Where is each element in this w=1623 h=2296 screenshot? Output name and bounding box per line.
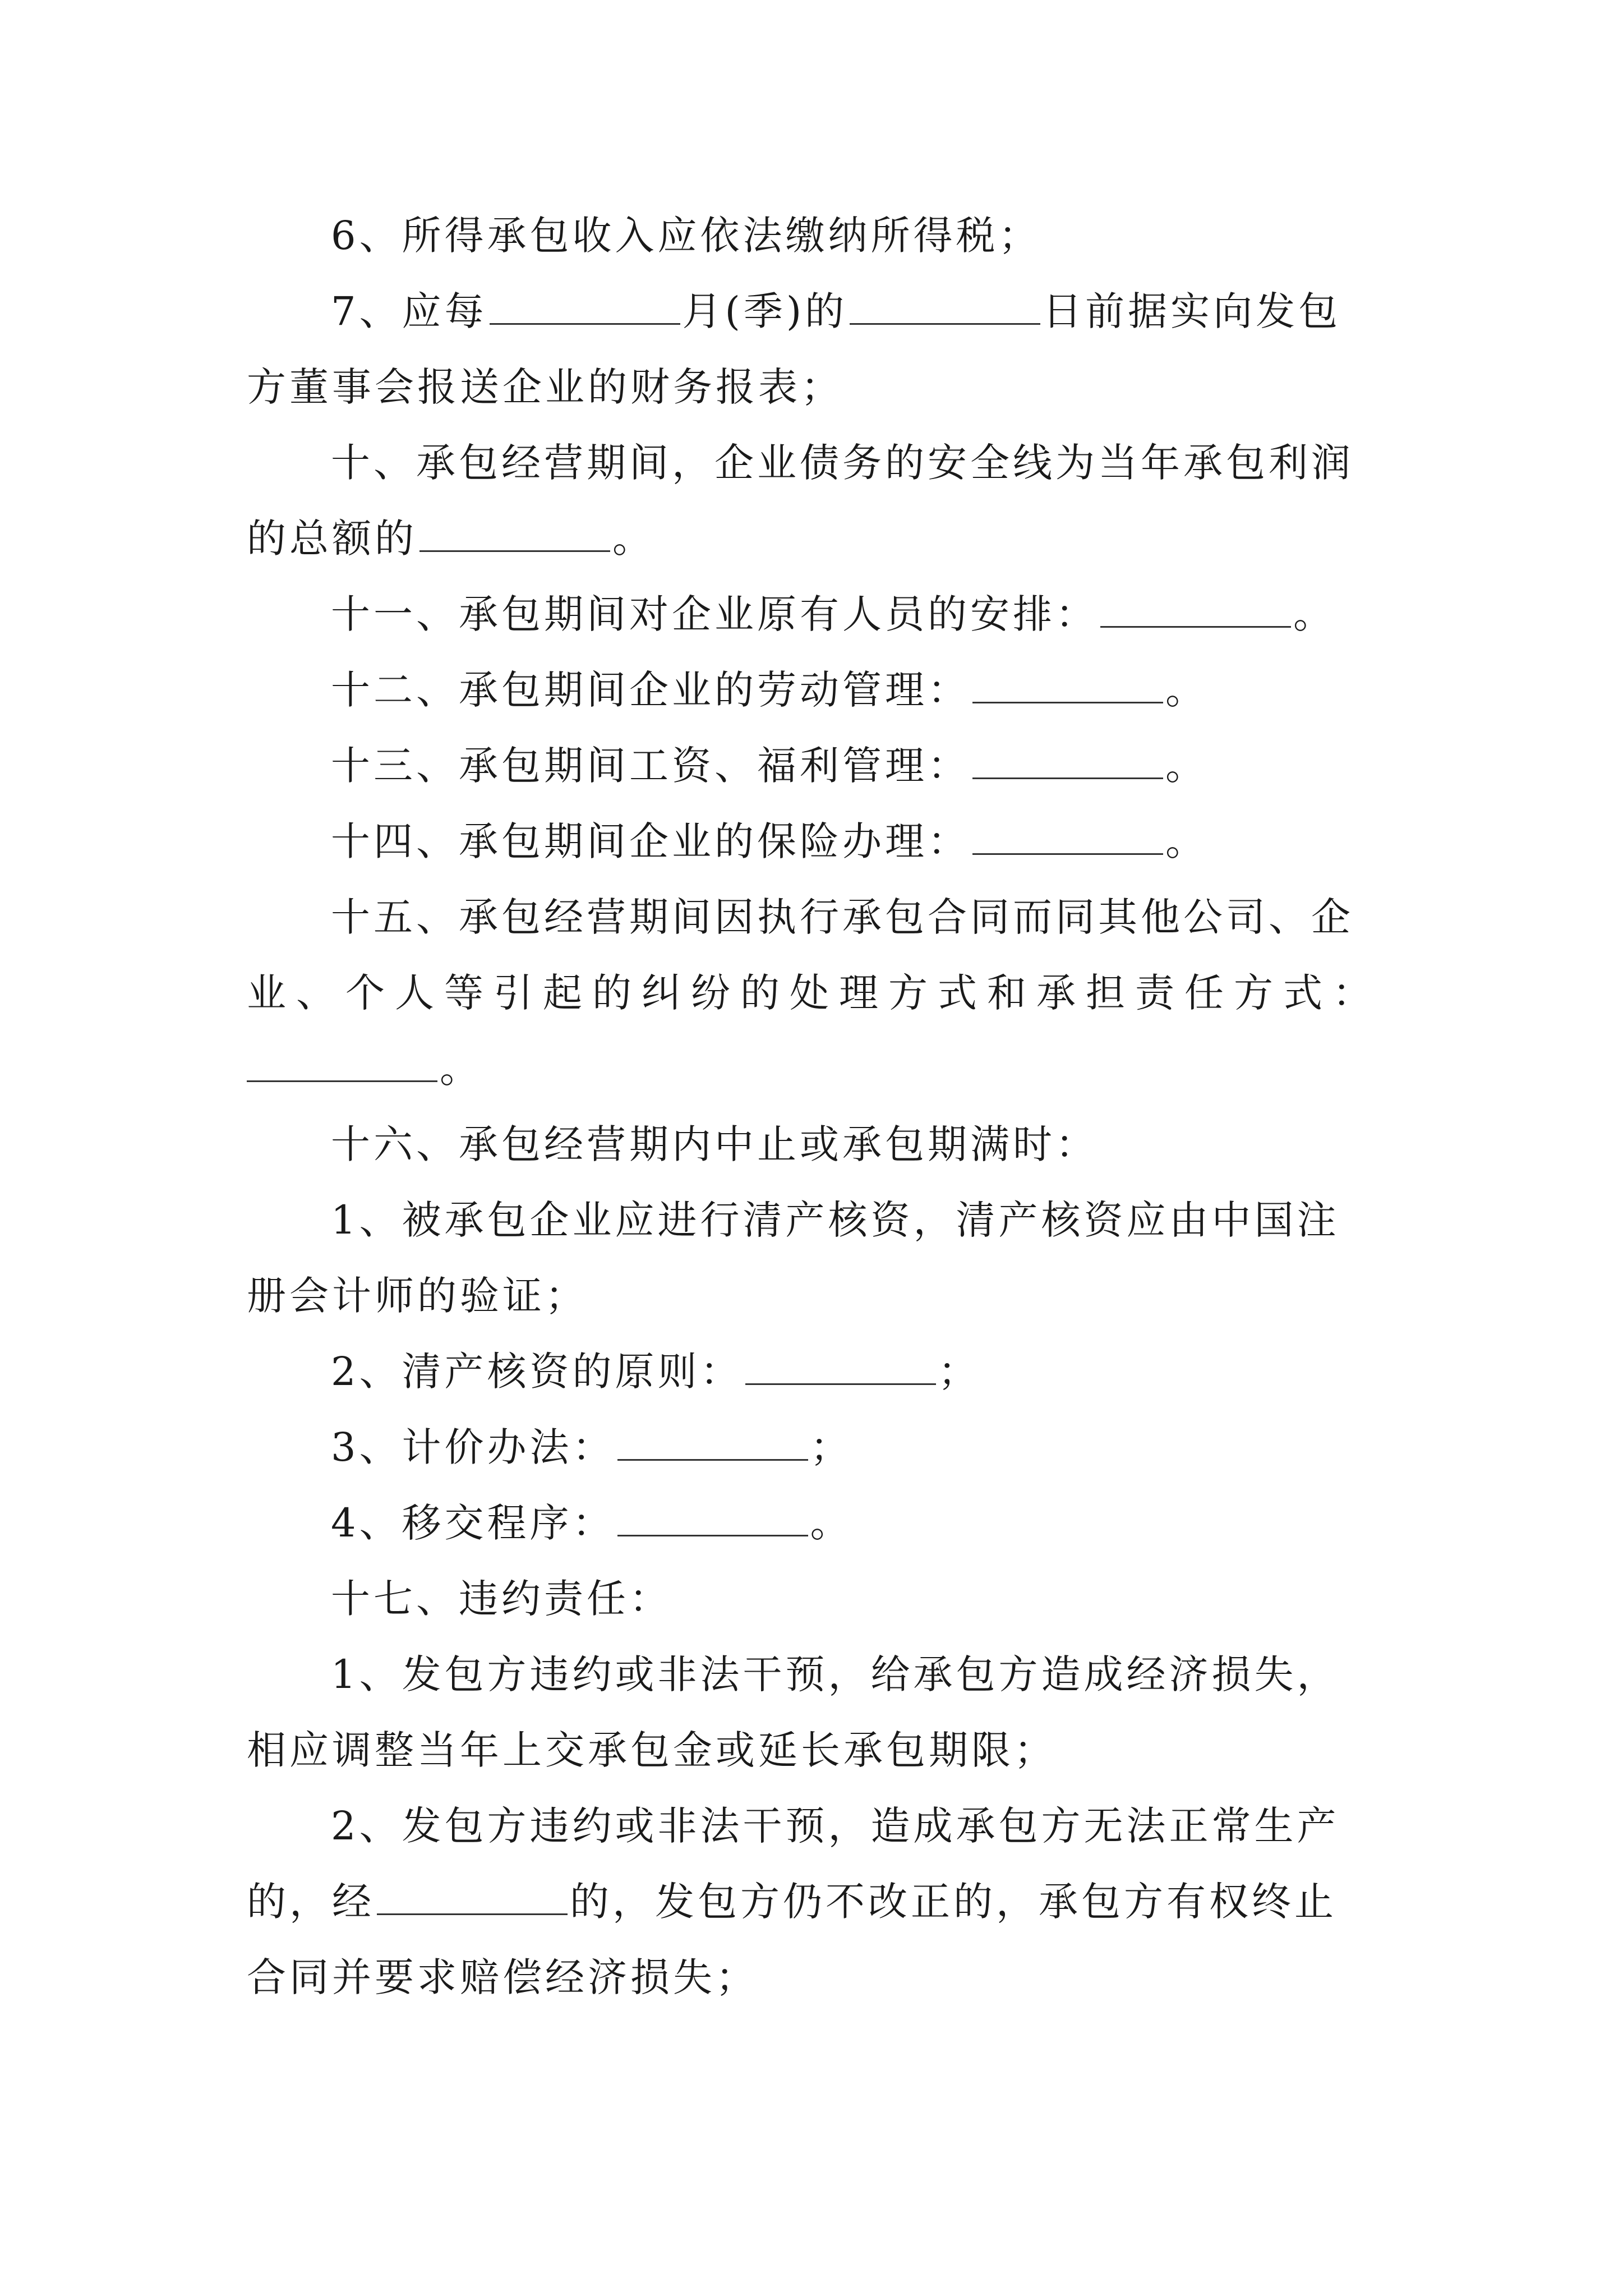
text: 3、计价办法： — [331, 1424, 615, 1470]
text: 。 — [1293, 591, 1336, 637]
paragraph-line — [247, 1268, 1385, 1324]
text: 合同并要求赔偿经济损失； — [247, 1954, 758, 2000]
paragraph-line — [247, 510, 1385, 567]
text: 十四、承包期间企业的保险办理： — [331, 818, 970, 864]
paragraph-line — [247, 662, 1385, 718]
paragraph-line — [247, 889, 1385, 945]
paragraph-line — [247, 1874, 1385, 1930]
text: 册会计师的验证； — [247, 1273, 588, 1319]
fill-in-blank[interactable] — [972, 740, 1163, 779]
paragraph-line — [247, 283, 1385, 339]
text: 4、移交程序： — [331, 1500, 615, 1546]
paragraph-line — [247, 1116, 1385, 1172]
paragraph-line — [247, 1192, 1385, 1248]
paragraph-line — [247, 1495, 1385, 1551]
text: 。 — [1165, 667, 1208, 713]
text: 。 — [612, 516, 655, 562]
text: 月(季)的 — [682, 288, 848, 334]
paragraph-line — [247, 1646, 1385, 1703]
text: 十一、承包期间对企业原有人员的安排： — [331, 591, 1098, 637]
text: 十六、承包经营期内中止或承包期满时： — [331, 1121, 1098, 1167]
text: 业、个人等引起的纠纷的处理方式和承担责任方式： — [247, 970, 1382, 1016]
text: 相应调整当年上交承包金或延长承包期限； — [247, 1727, 1057, 1773]
text: 。 — [1165, 818, 1208, 864]
paragraph-line — [247, 1722, 1385, 1778]
paragraph-line — [247, 738, 1385, 794]
fill-in-blank[interactable] — [1100, 589, 1291, 628]
paragraph-line — [247, 1419, 1385, 1475]
text: 十五、承包经营期间因执行承包合同而同其他公司、企 — [331, 894, 1354, 940]
text: 2、清产核资的原则： — [331, 1349, 743, 1395]
text: 。 — [1165, 743, 1208, 789]
paragraph-line — [247, 965, 1385, 1021]
paragraph-line — [247, 1949, 1385, 2005]
text: 日前据实向发包 — [1043, 288, 1341, 334]
text: 6、所得承包收入应依法缴纳所得税； — [331, 213, 1041, 259]
paragraph-line — [247, 1571, 1385, 1627]
fill-in-blank[interactable] — [247, 1043, 437, 1082]
text: 的总额的 — [247, 516, 417, 562]
paragraph-line — [247, 359, 1385, 415]
paragraph-line — [247, 1343, 1385, 1400]
text: 十二、承包期间企业的劳动管理： — [331, 667, 970, 713]
paragraph-line — [247, 813, 1385, 869]
fill-in-blank[interactable] — [377, 1876, 568, 1915]
paragraph-line — [247, 208, 1385, 264]
paragraph-line — [247, 435, 1385, 491]
text: 十三、承包期间工资、福利管理： — [331, 743, 970, 789]
text: 方董事会报送企业的财务报表； — [247, 364, 843, 410]
text: 。 — [440, 1046, 482, 1092]
text: 2、发包方违约或非法干预，造成承包方无法正常生产 — [331, 1803, 1340, 1849]
text: 十、承包经营期间，企业债务的安全线为当年承包利润 — [331, 440, 1354, 486]
fill-in-blank[interactable] — [972, 816, 1163, 855]
fill-in-blank[interactable] — [972, 665, 1163, 703]
text: 的，发包方仍不改正的，承包方有权终止 — [570, 1879, 1337, 1925]
text: 的，经 — [247, 1879, 375, 1925]
text: 1、发包方违约或非法干预，给承包方造成经济损失， — [331, 1651, 1340, 1697]
fill-in-blank[interactable] — [617, 1498, 808, 1536]
fill-in-blank[interactable] — [850, 286, 1040, 325]
paragraph-line — [247, 586, 1385, 642]
paragraph-line — [247, 1798, 1385, 1854]
text: 1、被承包企业应进行清产核资，清产核资应由中国注 — [331, 1197, 1340, 1243]
text: ； — [938, 1349, 981, 1395]
text: ； — [810, 1424, 853, 1470]
fill-in-blank[interactable] — [745, 1346, 936, 1385]
paragraph-line — [247, 1041, 1385, 1097]
text: 十七、违约责任： — [331, 1576, 672, 1622]
fill-in-blank[interactable] — [617, 1422, 808, 1461]
text: 。 — [810, 1500, 853, 1546]
fill-in-blank[interactable] — [490, 286, 680, 325]
text: 7、应每 — [331, 288, 487, 334]
fill-in-blank[interactable] — [419, 513, 610, 552]
